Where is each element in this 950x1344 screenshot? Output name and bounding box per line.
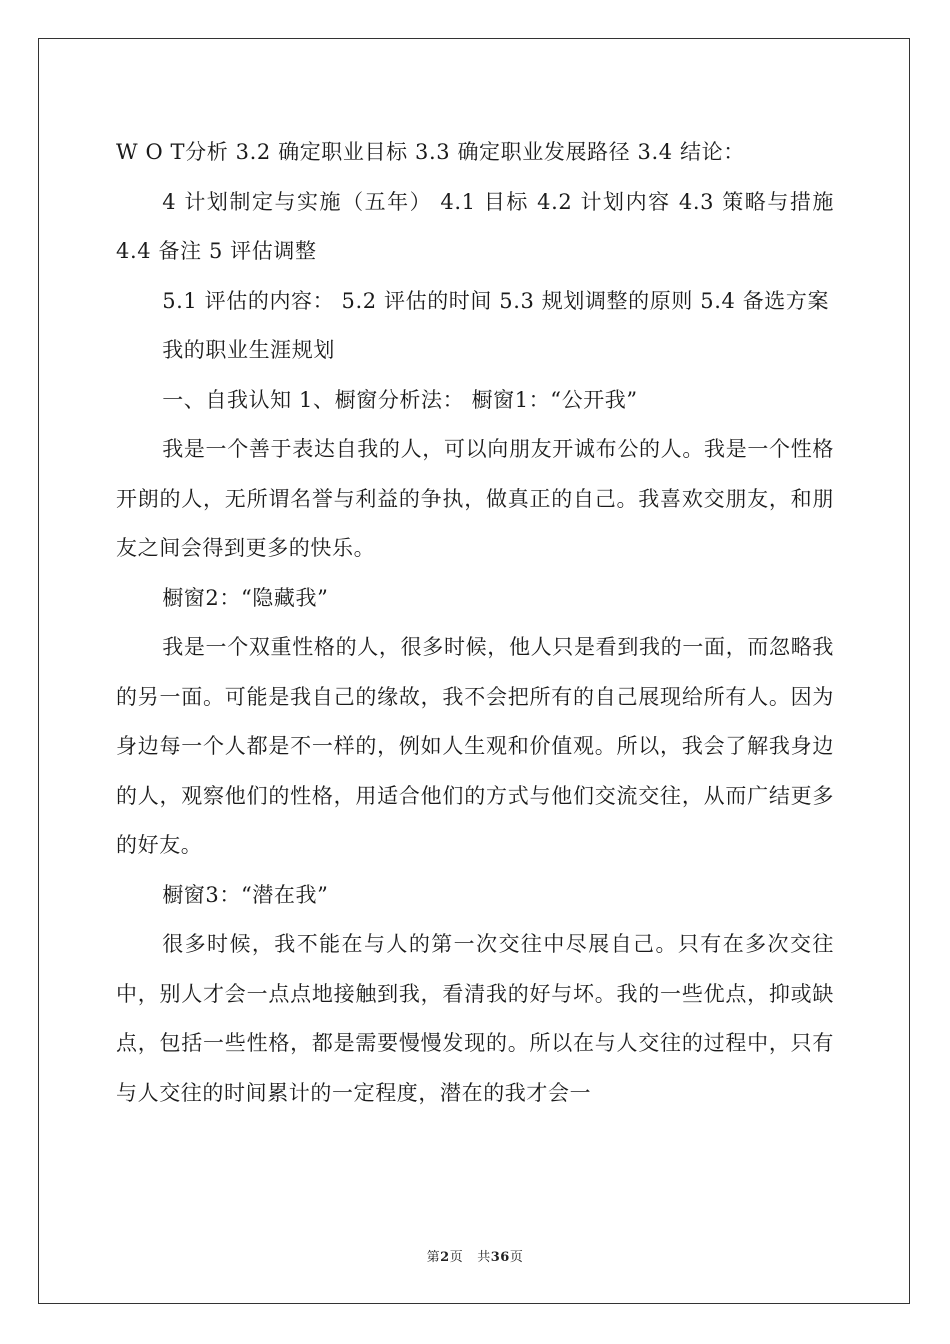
page-footer <box>0 1246 950 1265</box>
paragraph-hidden-self: 我是一个双重性格的人，很多时候，他人只是看到我的一面，而忽略我的另一面。可能是我自己的缘故，我不会把所有的自己展现给所有人。因为身边每一个人都是不一样的，例如人生观和价值观。所以，我会了解我身边的人，观察他们的性格，用适合他们的方式与他们交流交往，从而广结更多的好友。 <box>116 635 834 857</box>
paragraph-3: 5.1 评估的内容： 5.2 评估的时间 5.3 规划调整的原则 5.4 备选方案 <box>162 288 830 313</box>
paragraph-section-heading: 一、自我认知 1、橱窗分析法： 橱窗1：“公开我” <box>162 387 638 412</box>
paragraph-window3-heading: 橱窗3：“潜在我” <box>162 882 329 907</box>
footer-total-suffix: 页 <box>509 1250 524 1265</box>
footer-total-pages: 36 <box>490 1250 510 1265</box>
paragraph-2: 4 计划制定与实施（五年） 4.1 目标 4.2 计划内容 4.3 策略与措施 4.4 备注 5 评估调整 <box>116 189 834 263</box>
footer-page-suffix: 页 <box>449 1250 464 1265</box>
paragraph-window2-heading: 橱窗2：“隐藏我” <box>162 585 329 610</box>
footer-page-prefix: 第 <box>426 1250 441 1265</box>
paragraph-1: W O T分析 3.2 确定职业目标 3.3 确定职业发展路径 3.4 结论： <box>116 140 745 164</box>
paragraph-potential-self: 很多时候，我不能在与人的第一次交往中尽展自己。只有在多次交往中，别人才会一点点地接触到我，看清我的好与坏。我的一些优点，抑或缺点，包括一些性格，都是需要慢慢发现的。所以在与人交往的过程中，只有与人交往的时间累计的一定程度，潜在的我才会一 <box>116 932 834 1105</box>
paragraph-public-self: 我是一个善于表达自我的人，可以向朋友开诚布公的人。我是一个性格开朗的人，无所谓名誉与利益的争执，做真正的自己。我喜欢交朋友，和朋友之间会得到更多的快乐。 <box>116 437 834 560</box>
footer-page-number: 2 <box>440 1250 450 1265</box>
footer-total-prefix: 共 <box>477 1250 491 1265</box>
paragraph-title: 我的职业生涯规划 <box>162 338 335 362</box>
document-body <box>116 128 834 1118</box>
